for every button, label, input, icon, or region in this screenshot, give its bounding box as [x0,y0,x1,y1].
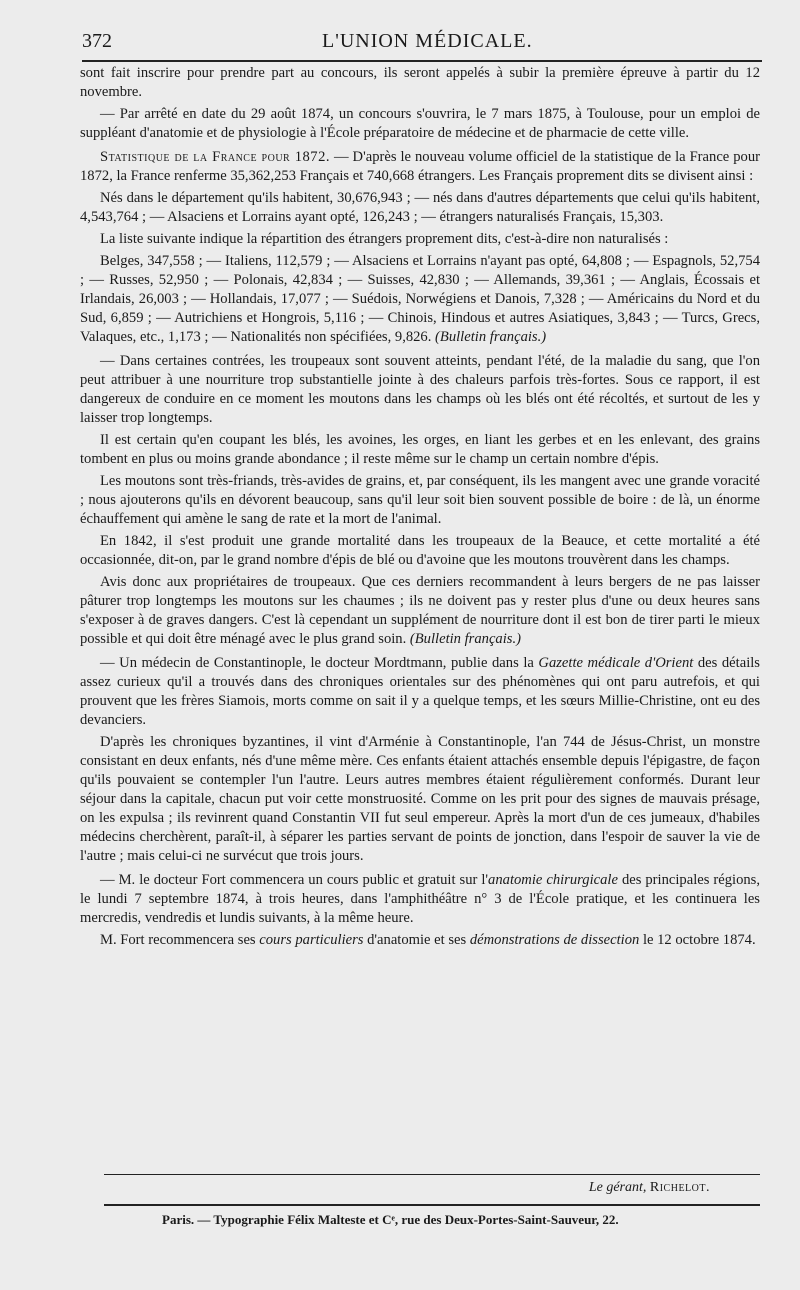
footer-rule [104,1174,760,1175]
paragraph: Il est certain qu'en coupant les blés, les avoines, les orges, en liant les gerbes et en les enlevant, des grains tombent en plus ou moins grande abondance ; il reste même sur le champ un certain nombre d'épis. [80,432,760,467]
paragraph: Belges, 347,558 ; — Italiens, 112,579 ; — Alsaciens et Lorrains n'ayant pas opté, 64,808 ; — Espagnols, 52,754 ; — Russes, 52,950 ; — Polonais, 42,834 ; — Suisses, 42,830 ; — Allemands, 39,361 ; — Anglais, Écossais et Irlandais, 26,003 ; — Hollandais, 17,077 ; — Suédois, Norwégiens et Danois, 7,328 ; — Américains du Nord et du Sud, 6,859 ; — Autrichiens et Hongrois, 5,116 ; — Chinois, Hindous et autres Asiatiques, 3,843 ; — Turcs, Grecs, Valaques, etc., 1,173 ; — Nationalités non spécifiées, 9,826. (Bulletin français.) [80,253,760,345]
paragraph: D'après les chroniques byzantines, il vint d'Arménie à Constantinople, l'an 744 de Jésus-Christ, un monstre consistant en deux enfants, nés d'une même mère. Ces enfants étaient attachés ensemble depuis l'épigastre, de façon qu'ils pouvaient se contempler l'un l'autre. Leurs autres membres étaient régulièrement conformés. Durant leur séjour dans la capitale, chacun put voir cette monstruosité. Comme on les prit pour des signes de mauvais présage, on les expulsa ; ils revinrent quand Constantin VII fut seul empereur. Après la mort d'un de ces jumeaux, d'habiles médecins cherchèrent, paraît-il, à séparer les parties servant de points de jonction, dans l'espoir de sauver la vie de l'autre ; mais celui-ci ne survécut que trois jours. [80,734,760,864]
paragraph: En 1842, il s'est produit une grande mortalité dans les troupeaux de la Beauce, et cette mortalité a été occasionnée, dit-on, par le grand nombre d'épis de blé ou d'avoine que les moutons trouvèrent dans les champs. [80,533,760,568]
page-number: 372 [82,30,112,52]
paragraph: Statistique de la France pour 1872. — D'après le nouveau volume officiel de la statistique de la France pour 1872, la France renferme 35,362,253 Français et 740,668 étrangers. Les Français proprement dits se divisent ainsi : [80,149,760,184]
page-header [82,26,760,56]
paragraph: — M. le docteur Fort commencera un cours public et gratuit sur l'anatomie chirurgicale des principales régions, le lundi 7 septembre 1874, à trois heures, dans l'amphithéâtre n° 3 de l'École pratique, et les continuera les mercredis, vendredis et lundis suivants, à la même heure. [80,872,760,926]
printer-imprint: Paris. — Typographie Félix Malteste et Cᵉ, rue des Deux-Portes-Saint-Sauveur, 22. [162,1212,619,1227]
paragraph: sont fait inscrire pour prendre part au concours, ils seront appelés à subir la première épreuve à partir du 12 novembre. [80,65,760,100]
article-body [80,64,760,953]
paragraph: Avis donc aux propriétaires de troupeaux. Que ces derniers recommandent à leurs bergers de ne pas laisser pâturer trop longtemps les moutons sur les chaumes ; ils ne doivent pas y rester plus d'une ou deux heures sans s'exposer à de graves dangers. C'est là cependant un supplément de nourriture dont il est bon de tirer parti le mieux possible et qui doit être ménagé avec le plus grand soin. (Bulletin français.) [80,574,760,647]
paragraph: — Dans certaines contrées, les troupeaux sont souvent atteints, pendant l'été, de la maladie du sang, que l'on peut attribuer à une nourriture trop substantielle jointe à des chaleurs parfois très-fortes. Sous ce rapport, il est dangereux de conduire en ce moment les moutons dans les champs où les blés ont été récoltés, et surtout de les y laisser trop longtemps. [80,353,760,426]
footer-rule-bottom [104,1204,760,1206]
paragraph: — Par arrêté en date du 29 août 1874, un concours s'ouvrira, le 7 mars 1875, à Toulouse, pour un emploi de suppléant d'anatomie et de physiologie à l'École préparatoire de médecine et de pharmacie de cette ville. [80,106,760,141]
header-rule [82,60,762,62]
signature: Le gérant, Richelot. [588,1180,710,1195]
paragraph: Les moutons sont très-friands, très-avides de grains, et, par conséquent, ils les mangent avec une grande voracité ; nous ajouterons qu'ils en dévorent beaucoup, sans qu'il leur soit bien souvent possible de boire : de là, un énorme échauffement qui amène le sang de rate et la mort de l'animal. [80,473,760,527]
paragraph: M. Fort recommencera ses cours particuliers d'anatomie et ses démonstrations de dissection le 12 octobre 1874. [100,932,756,948]
running-title: L'UNION MÉDICALE. [322,30,533,52]
paragraph: Nés dans le département qu'ils habitent, 30,676,943 ; — nés dans d'autres départements que celui qu'ils habitent, 4,543,764 ; — Alsaciens et Lorrains ayant opté, 126,243 ; — étrangers naturalisés Français, 15,303. [80,190,760,225]
section-lead: Statistique de la France pour 1872. [100,149,331,165]
paragraph: La liste suivante indique la répartition des étrangers proprement dits, c'est-à-dire non naturalisés : [100,231,669,247]
paragraph: — Un médecin de Constantinople, le docteur Mordtmann, publie dans la Gazette médicale d'Orient des détails assez curieux qu'il a trouvés dans des chroniques orientales sur des phénomènes qui ont paru autrefois, et qui prouvent que les frères Siamois, morts comme on sait il y a quelque temps, et les sœurs Millie-Christine, ont eu des devanciers. [80,655,760,728]
